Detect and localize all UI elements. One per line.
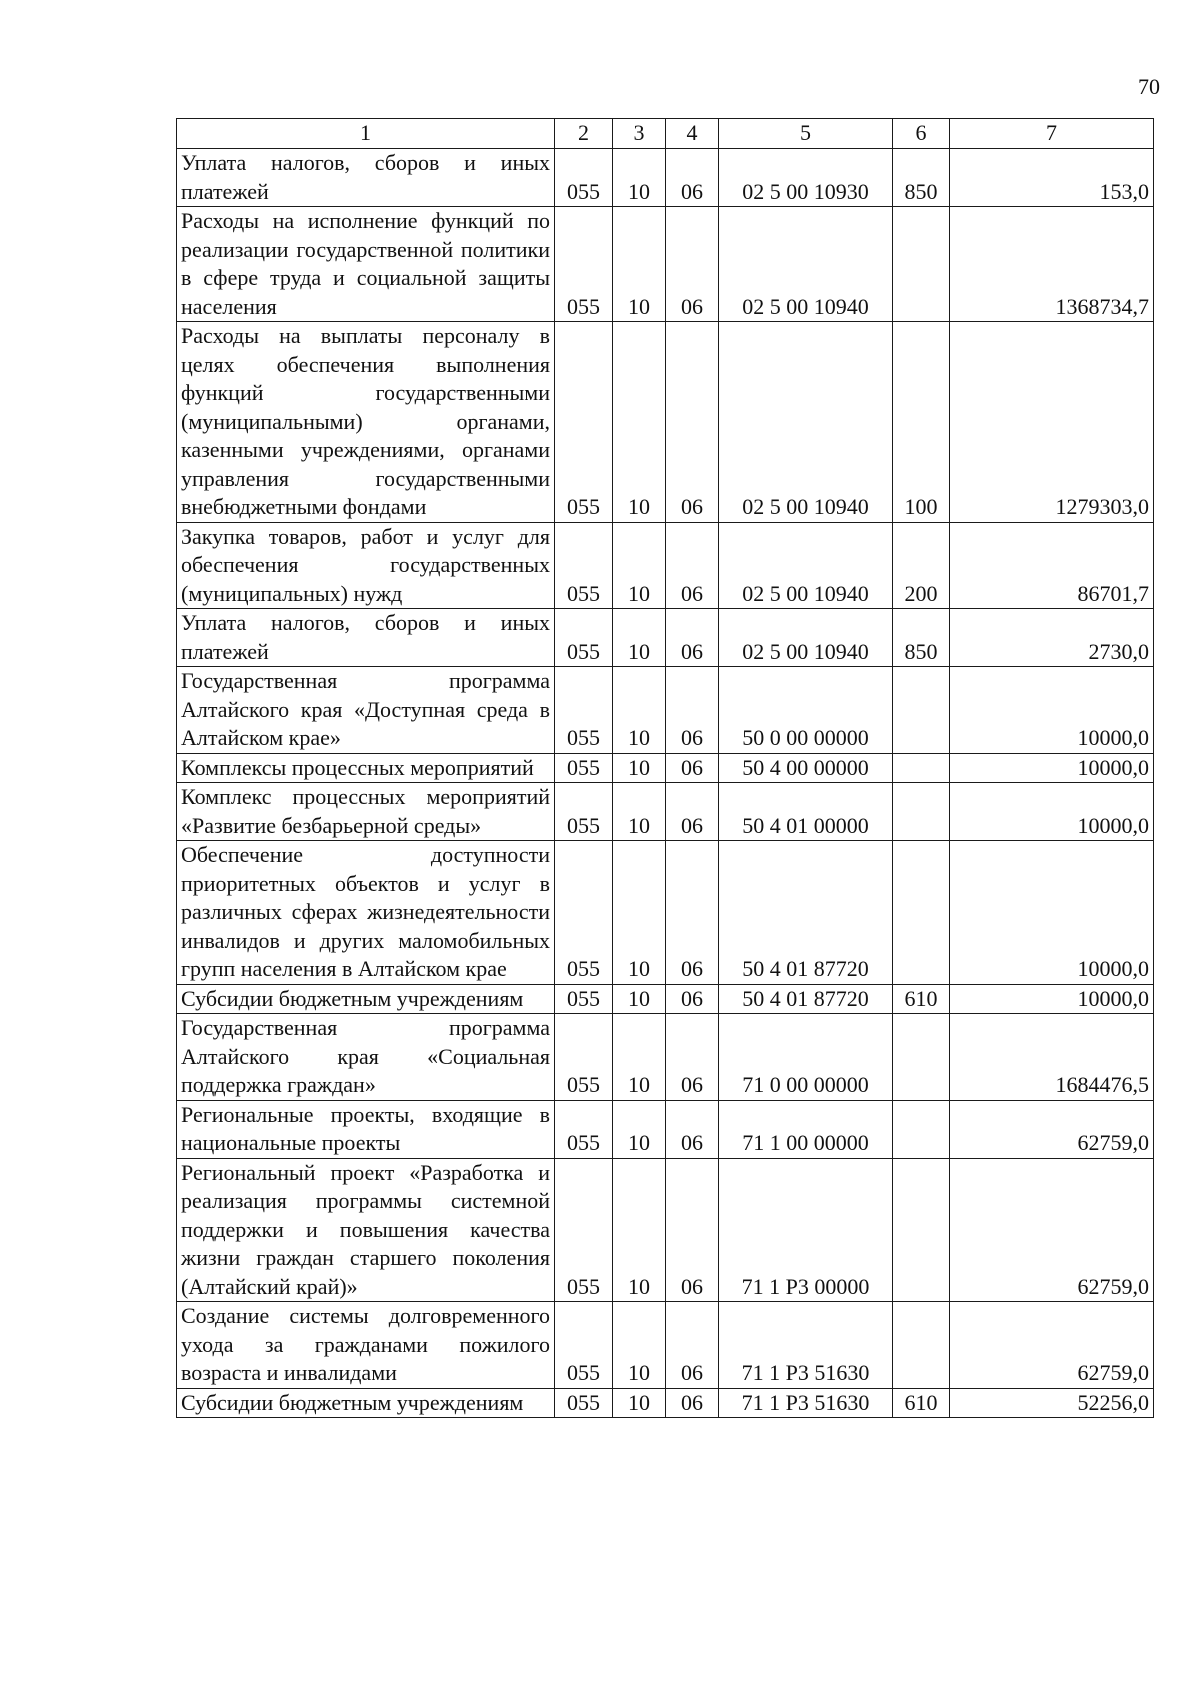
row-code-vr	[893, 1302, 950, 1389]
row-code-gr: 055	[555, 1014, 613, 1101]
row-code-gr: 055	[555, 1100, 613, 1158]
column-header: 2	[555, 119, 613, 149]
row-code-rz: 10	[613, 522, 666, 609]
row-code-rz: 10	[613, 322, 666, 523]
row-amount: 10000,0	[950, 783, 1154, 841]
row-code-rz: 10	[613, 1100, 666, 1158]
table-row	[177, 753, 1154, 783]
table-row	[177, 1158, 1154, 1302]
row-code-pr: 06	[666, 841, 719, 985]
row-code-pr: 06	[666, 149, 719, 207]
row-code-vr	[893, 1100, 950, 1158]
row-code-vr: 850	[893, 609, 950, 667]
row-description: Региональные проекты, входящие в национальные проекты	[177, 1100, 555, 1158]
row-code-csr: 71 1 P3 51630	[719, 1388, 893, 1418]
column-header: 3	[613, 119, 666, 149]
row-amount: 86701,7	[950, 522, 1154, 609]
row-code-rz: 10	[613, 667, 666, 754]
page-number: 70	[1138, 74, 1160, 99]
row-code-gr: 055	[555, 207, 613, 322]
table-row	[177, 1100, 1154, 1158]
row-code-rz: 10	[613, 841, 666, 985]
row-description: Комплекс процессных мероприятий «Развитие безбарьерной среды»	[177, 783, 555, 841]
row-description: Обеспечение доступности приоритетных объектов и услуг в различных сферах жизнедеятельности инвалидов и других маломобильных групп населения в Алтайском крае	[177, 841, 555, 985]
table-row	[177, 1014, 1154, 1101]
row-code-vr: 610	[893, 984, 950, 1014]
table-row	[177, 783, 1154, 841]
row-code-csr: 02 5 00 10940	[719, 207, 893, 322]
row-description: Создание системы долговременного ухода за гражданами пожилого возраста и инвалидами	[177, 1302, 555, 1389]
row-amount: 10000,0	[950, 841, 1154, 985]
row-amount: 153,0	[950, 149, 1154, 207]
row-code-gr: 055	[555, 322, 613, 523]
row-amount: 52256,0	[950, 1388, 1154, 1418]
row-code-pr: 06	[666, 984, 719, 1014]
column-header: 6	[893, 119, 950, 149]
row-amount: 1279303,0	[950, 322, 1154, 523]
row-code-pr: 06	[666, 1100, 719, 1158]
row-description: Субсидии бюджетным учреждениям	[177, 1388, 555, 1418]
row-code-rz: 10	[613, 149, 666, 207]
row-description: Государственная программа Алтайского края «Доступная среда в Алтайском крае»	[177, 667, 555, 754]
table-row	[177, 1388, 1154, 1418]
budget-table	[176, 118, 1154, 1418]
row-code-rz: 10	[613, 783, 666, 841]
row-amount: 10000,0	[950, 667, 1154, 754]
row-code-csr: 50 4 00 00000	[719, 753, 893, 783]
row-code-pr: 06	[666, 207, 719, 322]
row-code-csr: 71 1 00 00000	[719, 1100, 893, 1158]
row-code-rz: 10	[613, 753, 666, 783]
row-code-pr: 06	[666, 783, 719, 841]
row-code-gr: 055	[555, 1388, 613, 1418]
row-code-csr: 02 5 00 10940	[719, 322, 893, 523]
row-code-gr: 055	[555, 984, 613, 1014]
row-code-rz: 10	[613, 207, 666, 322]
row-description: Уплата налогов, сборов и иных платежей	[177, 609, 555, 667]
row-code-pr: 06	[666, 1014, 719, 1101]
row-description: Субсидии бюджетным учреждениям	[177, 984, 555, 1014]
column-header: 4	[666, 119, 719, 149]
row-description: Государственная программа Алтайского края «Социальная поддержка граждан»	[177, 1014, 555, 1101]
row-amount: 10000,0	[950, 753, 1154, 783]
row-code-gr: 055	[555, 522, 613, 609]
row-code-vr	[893, 753, 950, 783]
row-code-gr: 055	[555, 149, 613, 207]
table-row	[177, 149, 1154, 207]
row-amount: 2730,0	[950, 609, 1154, 667]
row-code-vr: 850	[893, 149, 950, 207]
row-code-pr: 06	[666, 1388, 719, 1418]
row-description: Расходы на исполнение функций по реализации государственной политики в сфере труда и социальной защиты населения	[177, 207, 555, 322]
row-code-gr: 055	[555, 783, 613, 841]
row-code-csr: 71 1 P3 51630	[719, 1302, 893, 1389]
row-code-rz: 10	[613, 1014, 666, 1101]
table-row	[177, 522, 1154, 609]
table-row	[177, 984, 1154, 1014]
row-description: Закупка товаров, работ и услуг для обеспечения государственных (муниципальных) нужд	[177, 522, 555, 609]
row-code-pr: 06	[666, 522, 719, 609]
row-code-vr	[893, 1158, 950, 1302]
row-code-vr	[893, 841, 950, 985]
column-header: 7	[950, 119, 1154, 149]
row-code-csr: 50 4 01 00000	[719, 783, 893, 841]
row-description: Комплексы процессных мероприятий	[177, 753, 555, 783]
row-code-rz: 10	[613, 984, 666, 1014]
row-amount: 62759,0	[950, 1302, 1154, 1389]
row-amount: 62759,0	[950, 1100, 1154, 1158]
row-code-csr: 71 0 00 00000	[719, 1014, 893, 1101]
row-code-csr: 02 5 00 10940	[719, 522, 893, 609]
table-row	[177, 207, 1154, 322]
row-code-gr: 055	[555, 609, 613, 667]
row-code-vr: 200	[893, 522, 950, 609]
column-header: 5	[719, 119, 893, 149]
row-amount: 62759,0	[950, 1158, 1154, 1302]
table-row	[177, 322, 1154, 523]
row-code-pr: 06	[666, 609, 719, 667]
table-row	[177, 841, 1154, 985]
column-header: 1	[177, 119, 555, 149]
row-amount: 10000,0	[950, 984, 1154, 1014]
row-amount: 1368734,7	[950, 207, 1154, 322]
row-code-vr	[893, 1014, 950, 1101]
row-code-gr: 055	[555, 1158, 613, 1302]
row-code-pr: 06	[666, 753, 719, 783]
row-code-vr	[893, 667, 950, 754]
row-code-csr: 50 4 01 87720	[719, 841, 893, 985]
row-code-gr: 055	[555, 667, 613, 754]
row-code-rz: 10	[613, 1388, 666, 1418]
row-code-pr: 06	[666, 1302, 719, 1389]
table-row	[177, 609, 1154, 667]
row-code-csr: 50 4 01 87720	[719, 984, 893, 1014]
row-code-rz: 10	[613, 1158, 666, 1302]
row-code-rz: 10	[613, 1302, 666, 1389]
row-description: Региональный проект «Разработка и реализация программы системной поддержки и повышения качества жизни граждан старшего поколения (Алтайский край)»	[177, 1158, 555, 1302]
row-code-vr	[893, 207, 950, 322]
row-code-vr	[893, 783, 950, 841]
row-code-vr: 100	[893, 322, 950, 523]
table-row	[177, 667, 1154, 754]
row-code-csr: 71 1 P3 00000	[719, 1158, 893, 1302]
row-code-pr: 06	[666, 322, 719, 523]
row-code-csr: 02 5 00 10930	[719, 149, 893, 207]
row-code-pr: 06	[666, 667, 719, 754]
row-code-pr: 06	[666, 1158, 719, 1302]
row-description: Уплата налогов, сборов и иных платежей	[177, 149, 555, 207]
row-code-gr: 055	[555, 841, 613, 985]
row-code-vr: 610	[893, 1388, 950, 1418]
row-code-gr: 055	[555, 1302, 613, 1389]
row-code-rz: 10	[613, 609, 666, 667]
header-row	[177, 119, 1154, 149]
row-code-gr: 055	[555, 753, 613, 783]
row-amount: 1684476,5	[950, 1014, 1154, 1101]
table-row	[177, 1302, 1154, 1389]
row-code-csr: 02 5 00 10940	[719, 609, 893, 667]
row-code-csr: 50 0 00 00000	[719, 667, 893, 754]
row-description: Расходы на выплаты персоналу в целях обеспечения выполнения функций государственными (муниципальными) органами, казенными учреждениями, органами управления государственными внебюджетными фондами	[177, 322, 555, 523]
